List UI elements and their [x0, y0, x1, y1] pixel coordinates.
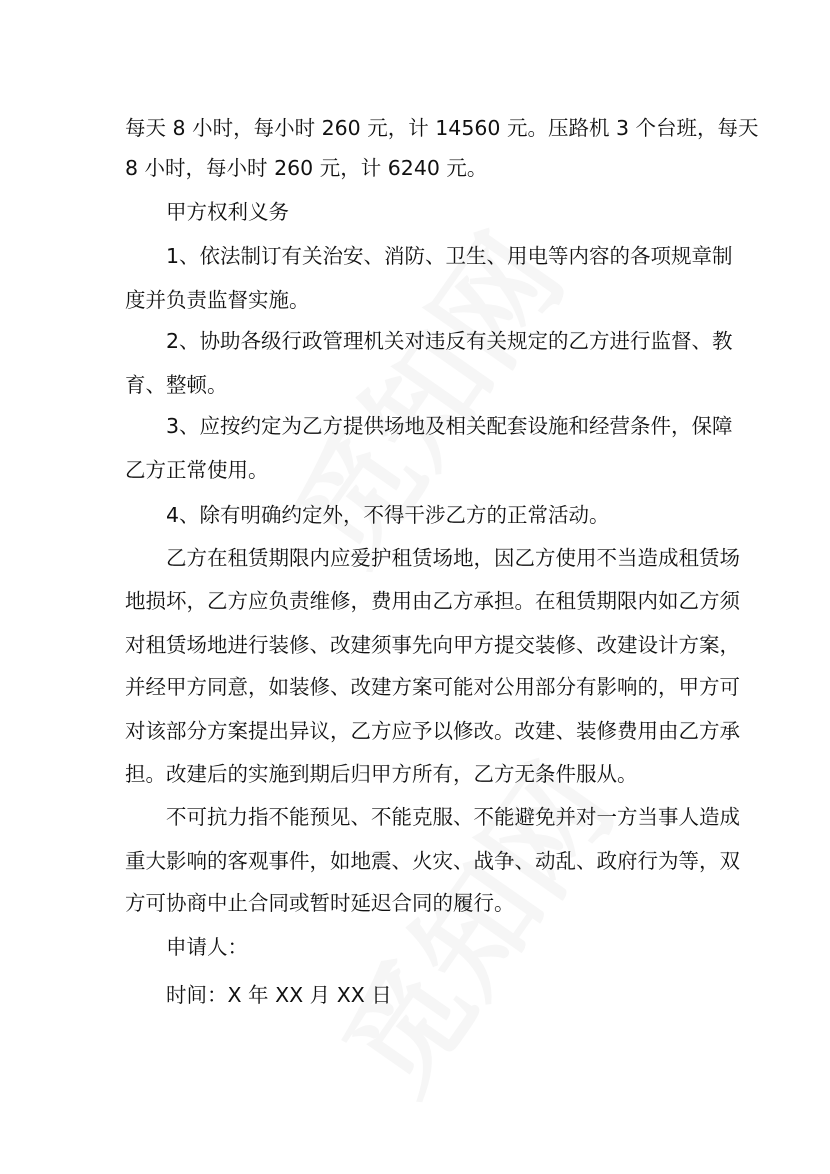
- text-line: 重大影响的客观事件，如地震、火灾、战争、动乱、政府行为等，双: [125, 849, 740, 873]
- text-line: 3、应按约定为乙方提供场地及相关配套设施和经营条件，保障: [166, 414, 733, 438]
- text-line: 方可协商中止合同或暂时延迟合同的履行。: [125, 891, 515, 915]
- text-line: 对该部分方案提出异议，乙方应予以修改。改建、装修费用由乙方承: [125, 719, 740, 743]
- text-line: 担。改建后的实施到期后归甲方所有，乙方无条件服从。: [125, 762, 638, 786]
- text-line: 育、整顿。: [125, 373, 228, 397]
- text-line: 不可抗力指不能预见、不能克服、不能避免并对一方当事人造成: [166, 805, 740, 829]
- text-line: 4、除有明确约定外，不得干涉乙方的正常活动。: [166, 503, 610, 527]
- text-line: 1、依法制订有关治安、消防、卫生、用电等内容的各项规章制: [166, 244, 733, 268]
- text-line: 8 小时，每小时 260 元，计 6240 元。: [125, 156, 488, 180]
- text-line: 地损坏，乙方应负责维修，费用由乙方承担。在租赁期限内如乙方须: [125, 589, 740, 613]
- watermark: [319, 742, 640, 1117]
- text-line: 乙方正常使用。: [125, 458, 269, 482]
- text-line: 度并负责监督实施。: [125, 288, 310, 312]
- text-line: 每天 8 小时，每小时 260 元，计 14560 元。压路机 3 个台班，每天: [125, 116, 759, 140]
- text-line: 乙方在租赁期限内应爱护租赁场地，因乙方使用不当造成租赁场: [166, 546, 740, 570]
- applicant-label: 申请人：: [166, 935, 248, 959]
- text-line: 并经甲方同意，如装修、改建方案可能对公用部分有影响的，甲方可: [125, 675, 740, 699]
- text-line: 对租赁场地进行装修、改建须事先向甲方提交装修、改建设计方案，: [125, 633, 740, 657]
- date-line: 时间：X 年 XX 月 XX 日: [166, 983, 392, 1007]
- section-heading: 甲方权利义务: [166, 200, 289, 224]
- text-line: 2、协助各级行政管理机关对违反有关规定的乙方进行监督、教: [166, 329, 733, 353]
